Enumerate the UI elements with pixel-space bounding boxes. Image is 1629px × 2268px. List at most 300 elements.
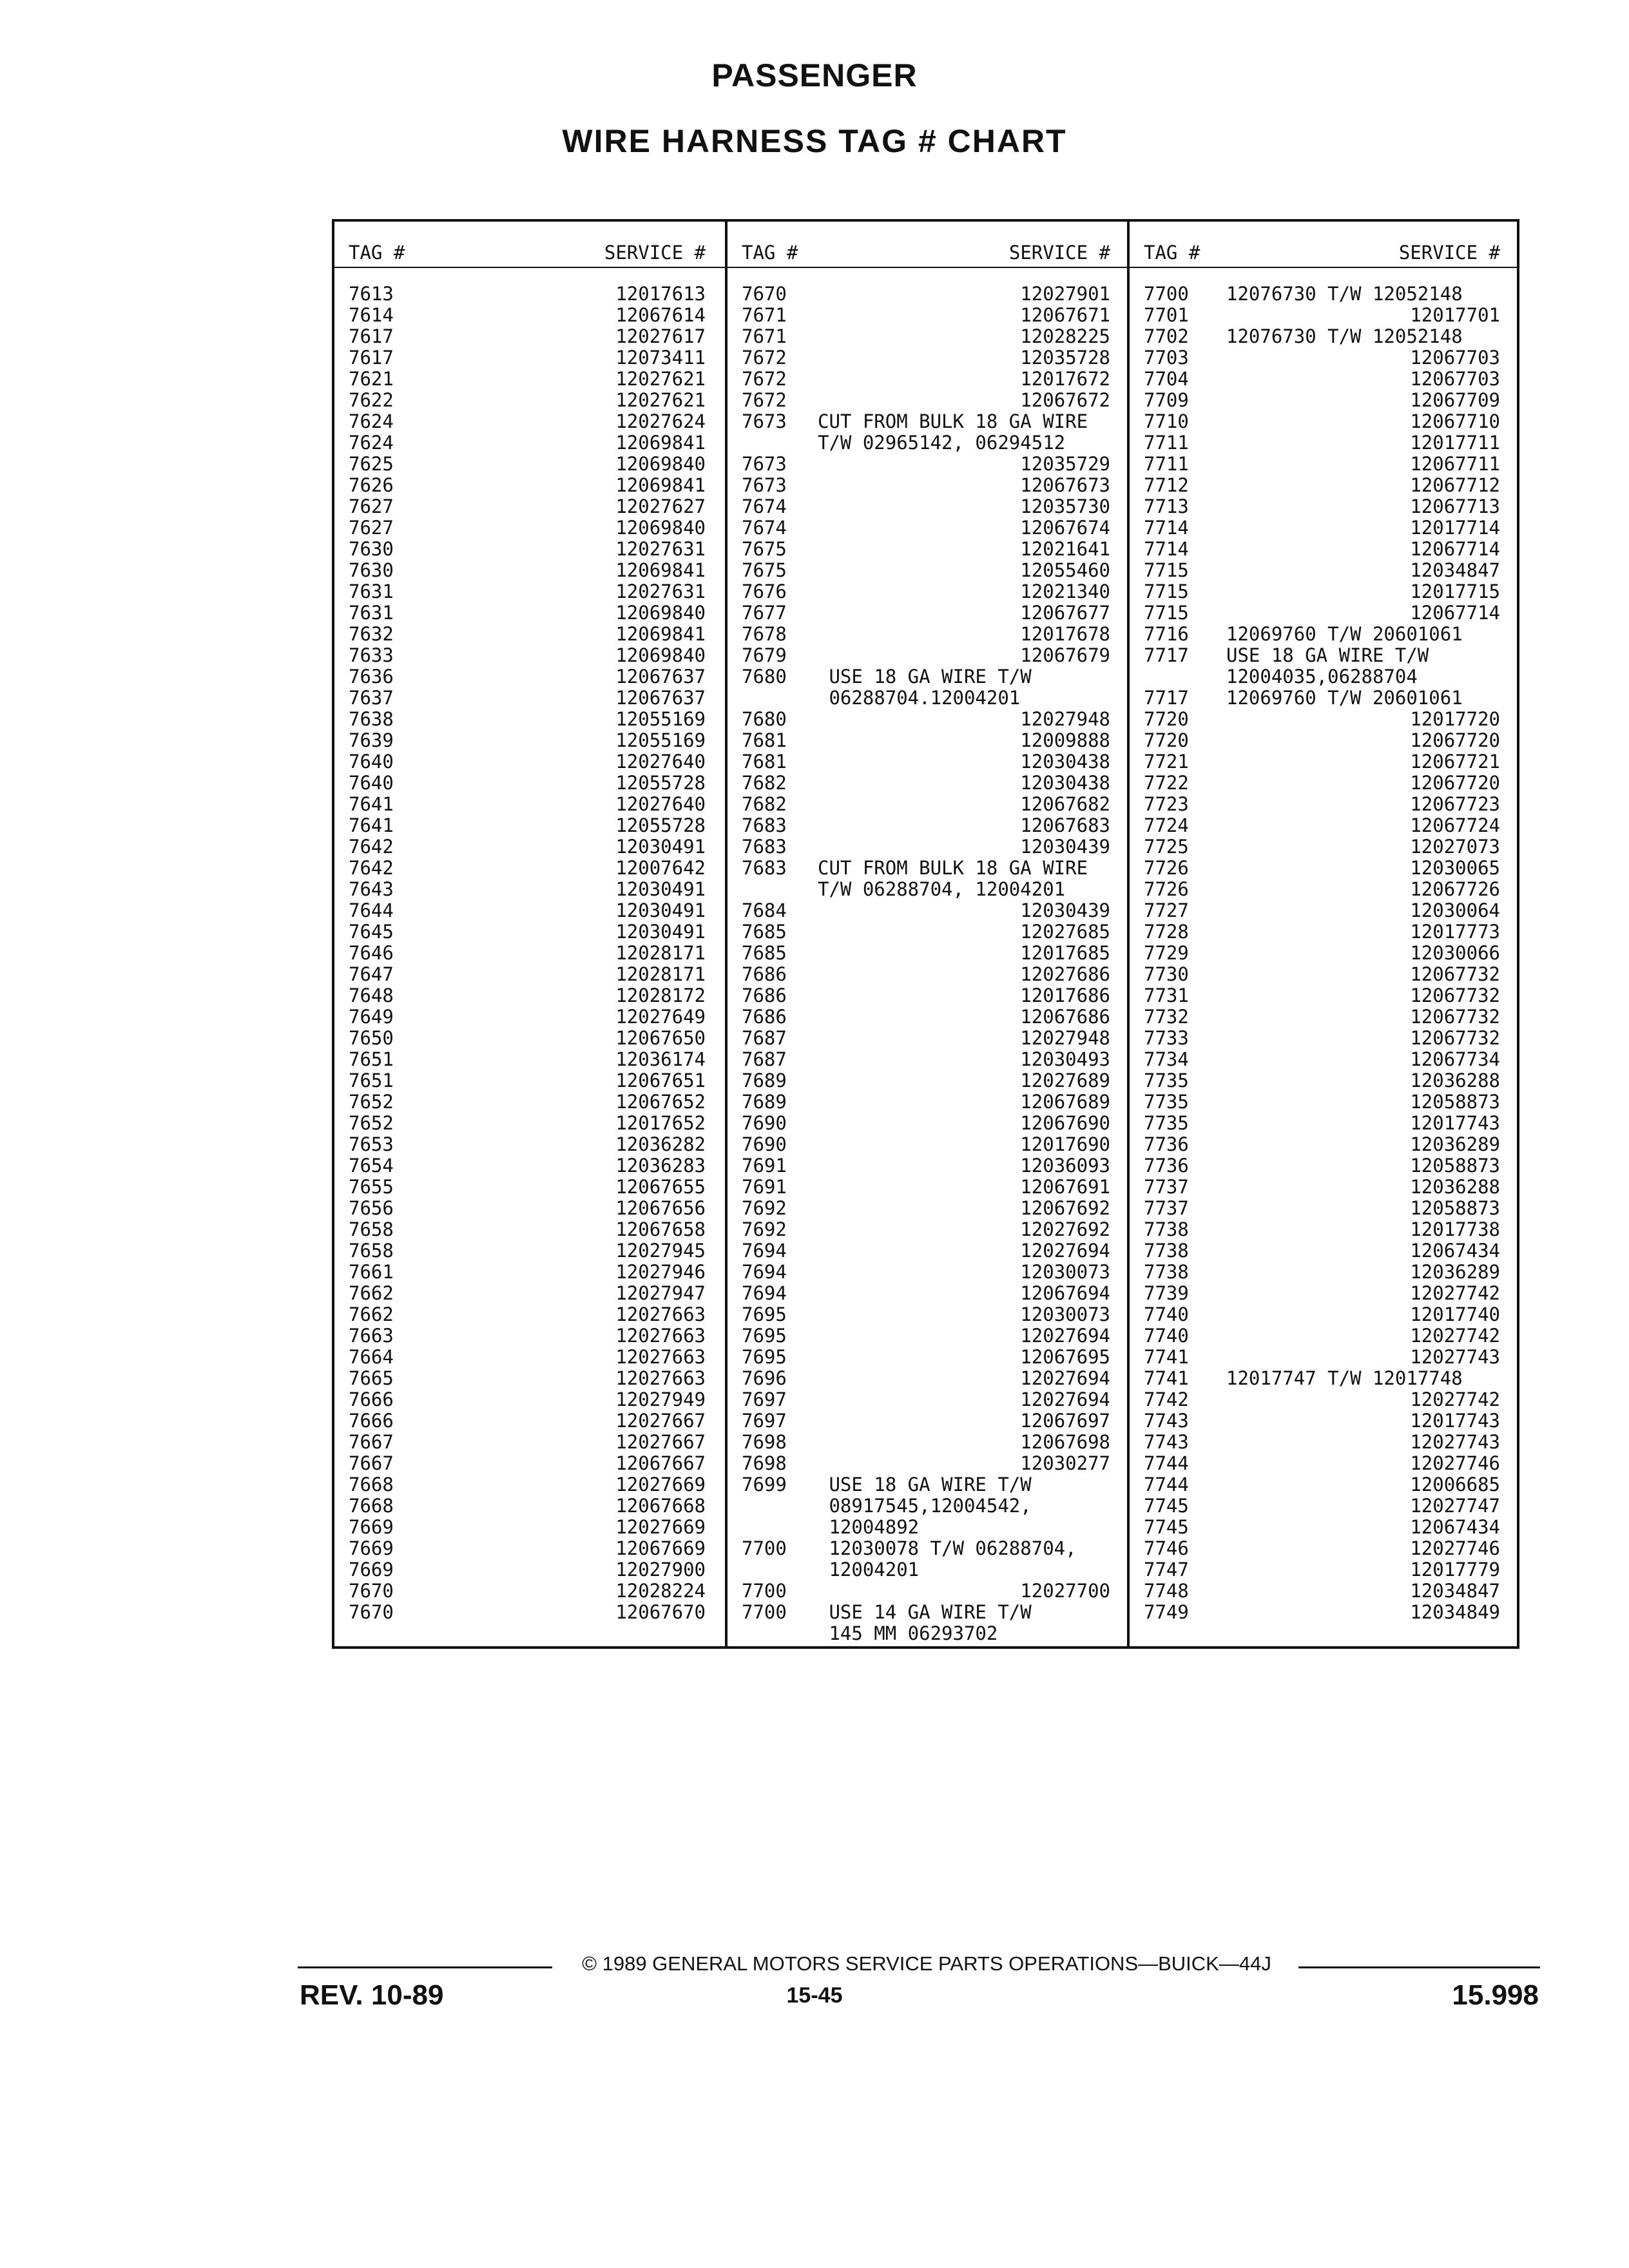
tag-cell: 7742: [1144, 1389, 1189, 1410]
service-header: SERVICE #: [1398, 242, 1500, 264]
table-row: [1130, 900, 1519, 921]
table-row: [728, 1113, 1130, 1134]
table-row: [728, 1410, 1130, 1432]
table-row: [1130, 1389, 1519, 1410]
service-cell: 12067713: [1410, 495, 1500, 517]
service-cell: 12067650: [615, 1027, 706, 1049]
table-row: [728, 1155, 1130, 1177]
table-row: [334, 1368, 725, 1389]
table-row: [334, 369, 725, 390]
table-row: [1130, 560, 1519, 581]
column-header: [728, 238, 1130, 268]
service-cell: 12028171: [615, 942, 706, 964]
table-row: [1130, 1538, 1519, 1559]
table-row: [728, 815, 1130, 836]
service-cell: 12017740: [1410, 1303, 1500, 1325]
service-cell: 12067726: [1410, 878, 1500, 900]
service-cell: 12067732: [1410, 985, 1500, 1006]
tag-cell: 7667: [349, 1431, 394, 1453]
service-cell: 12067691: [1020, 1176, 1110, 1198]
table-row: [1130, 454, 1519, 475]
service-cell: 12027686: [1020, 963, 1110, 985]
table-row: [728, 581, 1130, 602]
tag-cell: 7672: [742, 368, 787, 390]
table-row: [1130, 1091, 1519, 1113]
table-row: [334, 666, 725, 687]
note-cell: 12030078 T/W 06288704,: [818, 1537, 1077, 1559]
tag-cell: 7736: [1144, 1155, 1189, 1177]
tag-cell: 7738: [1144, 1240, 1189, 1262]
service-cell: 12017720: [1410, 708, 1500, 730]
tag-cell: 7658: [349, 1218, 394, 1240]
service-cell: 12034847: [1410, 1580, 1500, 1602]
service-cell: 12067714: [1410, 538, 1500, 560]
tag-cell: 7652: [349, 1091, 394, 1113]
service-cell: 12055728: [615, 772, 706, 794]
table-column-1: [334, 219, 725, 1646]
service-cell: 12027948: [1020, 708, 1110, 730]
service-cell: 12067667: [615, 1452, 706, 1474]
service-cell: 12067734: [1410, 1048, 1500, 1070]
service-cell: 12067686: [1020, 1006, 1110, 1028]
tag-cell: 7691: [742, 1155, 787, 1177]
service-cell: 12036289: [1410, 1133, 1500, 1155]
tag-cell: 7747: [1144, 1559, 1189, 1581]
service-cell: 12017701: [1410, 304, 1500, 326]
service-cell: 12030439: [1020, 836, 1110, 858]
note-cell: CUT FROM BULK 18 GA WIRE: [818, 410, 1088, 432]
tag-cell: 7695: [742, 1346, 787, 1368]
table-row: [334, 1325, 725, 1347]
table-row: [334, 1177, 725, 1198]
tag-cell: 7671: [742, 304, 787, 326]
note-cell: 12069760 T/W 20601061: [1226, 687, 1463, 709]
table-row: [728, 1219, 1130, 1240]
service-cell: 12067711: [1410, 453, 1500, 475]
table-row: [1130, 390, 1519, 411]
tag-cell: 7681: [742, 729, 787, 751]
table-row: [1130, 879, 1519, 900]
service-cell: 12067651: [615, 1070, 706, 1091]
tag-cell: 7724: [1144, 814, 1189, 836]
table-row: [1130, 1262, 1519, 1283]
tag-cell: 7662: [349, 1282, 394, 1304]
table-row: [1130, 921, 1519, 943]
tag-cell: 7682: [742, 793, 787, 815]
service-cell: 12027746: [1410, 1452, 1500, 1474]
service-cell: 12027685: [1020, 921, 1110, 943]
tag-cell: 7687: [742, 1048, 787, 1070]
service-cell: 12027631: [615, 581, 706, 602]
service-cell: 12027663: [615, 1367, 706, 1389]
table-row: [728, 1028, 1130, 1049]
table-row: [1130, 1347, 1519, 1368]
service-cell: 12017672: [1020, 368, 1110, 390]
service-cell: 12027694: [1020, 1240, 1110, 1262]
table-row: [728, 1474, 1130, 1495]
table-row: [334, 284, 725, 305]
tag-cell: 7714: [1144, 538, 1189, 560]
service-cell: 12027949: [615, 1389, 706, 1410]
table-row: [334, 475, 725, 496]
tag-cell: 7691: [742, 1176, 787, 1198]
tag-cell: 7740: [1144, 1325, 1189, 1347]
table-row: [334, 411, 725, 432]
table-row: [1130, 1495, 1519, 1517]
table-row: [334, 773, 725, 794]
table-row: [728, 730, 1130, 751]
column-rows: [1130, 284, 1519, 1623]
table-row: [334, 1495, 725, 1517]
tag-cell: 7636: [349, 666, 394, 687]
tag-header: TAG #: [1144, 242, 1200, 264]
column-header: [1130, 238, 1519, 268]
tag-cell: 7680: [742, 666, 787, 687]
service-cell: 12069841: [615, 432, 706, 454]
service-cell: 12027667: [615, 1410, 706, 1432]
tag-cell: 7722: [1144, 772, 1189, 794]
service-cell: 12017779: [1410, 1559, 1500, 1581]
tag-cell: 7672: [742, 389, 787, 411]
tag-cell: 7687: [742, 1027, 787, 1049]
service-cell: 12036288: [1410, 1070, 1500, 1091]
tag-cell: 7695: [742, 1303, 787, 1325]
table-row: [1130, 1432, 1519, 1453]
service-cell: 12027694: [1020, 1325, 1110, 1347]
service-cell: 12069841: [615, 559, 706, 581]
section-number: 15.998: [1452, 1979, 1539, 2011]
table-row: [1130, 1410, 1519, 1432]
tag-cell: 7735: [1144, 1112, 1189, 1134]
tag-cell: 7710: [1144, 410, 1189, 432]
table-row: [334, 687, 725, 709]
tag-cell: 7730: [1144, 963, 1189, 985]
tag-cell: 7690: [742, 1133, 787, 1155]
service-cell: 12030066: [1410, 942, 1500, 964]
table-row: [728, 496, 1130, 517]
tag-cell: 7717: [1144, 687, 1189, 709]
tag-cell: 7621: [349, 368, 394, 390]
table-row: [1130, 751, 1519, 773]
tag-cell: 7642: [349, 836, 394, 858]
table-row: [1130, 1006, 1519, 1028]
column-rows: [334, 284, 725, 1623]
service-cell: 12035730: [1020, 495, 1110, 517]
tag-cell: 7692: [742, 1218, 787, 1240]
service-cell: 12027742: [1410, 1282, 1500, 1304]
tag-cell: 7668: [349, 1474, 394, 1495]
tag-cell: 7624: [349, 410, 394, 432]
tag-cell: 7683: [742, 857, 787, 879]
note-cell: T/W 02965142, 06294512: [818, 432, 1066, 454]
note-cell: 12076730 T/W 12052148: [1226, 325, 1463, 347]
table-row: [728, 1347, 1130, 1368]
tag-cell: 7673: [742, 453, 787, 475]
table-row: [1130, 1155, 1519, 1177]
table-row: [1130, 1028, 1519, 1049]
tag-header: TAG #: [349, 242, 405, 264]
service-cell: 12027900: [615, 1559, 706, 1581]
tag-cell: 7695: [742, 1325, 787, 1347]
tag-cell: 7685: [742, 921, 787, 943]
tag-cell: 7683: [742, 814, 787, 836]
table-row: [1130, 496, 1519, 517]
table-row: [728, 411, 1130, 432]
tag-cell: 7732: [1144, 1006, 1189, 1028]
table-row: [728, 517, 1130, 539]
tag-cell: 7694: [742, 1261, 787, 1283]
table-row: [334, 1517, 725, 1538]
note-cell: 12069760 T/W 20601061: [1226, 623, 1463, 645]
tag-cell: 7728: [1144, 921, 1189, 943]
tag-cell: 7679: [742, 644, 787, 666]
service-cell: 12036288: [1410, 1176, 1500, 1198]
service-cell: 12067692: [1020, 1197, 1110, 1219]
service-cell: 12036283: [615, 1155, 706, 1177]
table-row: [334, 1262, 725, 1283]
table-row: [1130, 1517, 1519, 1538]
note-cell: 08917545,12004542,: [818, 1495, 1032, 1517]
tag-cell: 7622: [349, 389, 394, 411]
table-row: [728, 1389, 1130, 1410]
table-row: [728, 1070, 1130, 1091]
table-row: [1130, 1134, 1519, 1155]
service-header: SERVICE #: [1008, 242, 1110, 264]
tag-cell: 7643: [349, 878, 394, 900]
table-row: [728, 1368, 1130, 1389]
tag-cell: 7699: [742, 1474, 787, 1495]
service-cell: 12067637: [615, 666, 706, 687]
service-cell: 12035728: [1020, 347, 1110, 369]
table-row: [334, 1240, 725, 1262]
table-row: [728, 858, 1130, 879]
table-row: [334, 305, 725, 326]
page-title-line2: WIRE HARNESS TAG # CHART: [562, 123, 1067, 159]
service-cell: 12067672: [1020, 389, 1110, 411]
tag-cell: 7740: [1144, 1303, 1189, 1325]
table-row: [1130, 1219, 1519, 1240]
tag-cell: 7714: [1144, 517, 1189, 539]
tag-cell: 7692: [742, 1197, 787, 1219]
tag-cell: 7726: [1144, 878, 1189, 900]
service-cell: 12067697: [1020, 1410, 1110, 1432]
service-cell: 12069840: [615, 602, 706, 624]
tag-cell: 7739: [1144, 1282, 1189, 1304]
service-cell: 12027669: [615, 1474, 706, 1495]
service-cell: 12027669: [615, 1516, 706, 1538]
table-row: [1130, 369, 1519, 390]
service-cell: 12067670: [615, 1601, 706, 1623]
table-row: [334, 1474, 725, 1495]
service-cell: 12067434: [1410, 1240, 1500, 1262]
table-row: [728, 751, 1130, 773]
tag-cell: 7668: [349, 1495, 394, 1517]
table-row: [728, 1325, 1130, 1347]
tag-cell: 7733: [1144, 1027, 1189, 1049]
table-row: [728, 1559, 1130, 1581]
column-header: [334, 238, 725, 268]
service-cell: 12027692: [1020, 1218, 1110, 1240]
table-row: [334, 496, 725, 517]
table-row: [1130, 411, 1519, 432]
tag-cell: 7632: [349, 623, 394, 645]
tag-cell: 7716: [1144, 623, 1189, 645]
note-cell: 12017747 T/W 12017748: [1226, 1367, 1463, 1389]
tag-cell: 7654: [349, 1155, 394, 1177]
service-cell: 12028171: [615, 963, 706, 985]
table-row: [334, 836, 725, 858]
service-cell: 12067671: [1020, 304, 1110, 326]
table-row: [334, 1602, 725, 1623]
service-cell: 12027746: [1410, 1537, 1500, 1559]
service-cell: 12067709: [1410, 389, 1500, 411]
service-cell: 12017743: [1410, 1410, 1500, 1432]
table-row: [334, 900, 725, 921]
tag-cell: 7715: [1144, 559, 1189, 581]
tag-cell: 7614: [349, 304, 394, 326]
service-cell: 12067655: [615, 1176, 706, 1198]
table-row: [1130, 581, 1519, 602]
service-cell: 12069840: [615, 453, 706, 475]
tag-cell: 7745: [1144, 1495, 1189, 1517]
tag-cell: 7671: [742, 325, 787, 347]
service-cell: 12067732: [1410, 963, 1500, 985]
table-row: [728, 454, 1130, 475]
table-row: [334, 581, 725, 602]
service-cell: 12030438: [1020, 751, 1110, 773]
tag-cell: 7677: [742, 602, 787, 624]
table-row: [334, 1198, 725, 1219]
tag-cell: 7685: [742, 942, 787, 964]
service-cell: 12027627: [615, 495, 706, 517]
note-cell: 12076730 T/W 12052148: [1226, 283, 1463, 305]
table-row: [1130, 730, 1519, 751]
tag-cell: 7640: [349, 772, 394, 794]
table-row: [728, 1495, 1130, 1517]
tag-cell: 7642: [349, 857, 394, 879]
tag-cell: 7738: [1144, 1261, 1189, 1283]
service-cell: 12027743: [1410, 1431, 1500, 1453]
table-row: [334, 539, 725, 560]
tag-cell: 7680: [742, 708, 787, 730]
table-row: [334, 1006, 725, 1028]
table-row: [334, 709, 725, 730]
service-cell: 12067677: [1020, 602, 1110, 624]
service-cell: 12030493: [1020, 1048, 1110, 1070]
service-cell: 12067732: [1410, 1006, 1500, 1028]
note-cell: 12004892: [818, 1516, 920, 1538]
tag-cell: 7712: [1144, 474, 1189, 496]
service-cell: 12017715: [1410, 581, 1500, 602]
service-cell: 12067720: [1410, 772, 1500, 794]
column-rows: [728, 284, 1130, 1644]
table-row: [728, 624, 1130, 645]
table-row: [334, 517, 725, 539]
service-cell: 12067652: [615, 1091, 706, 1113]
tag-cell: 7701: [1144, 304, 1189, 326]
tag-cell: 7686: [742, 1006, 787, 1028]
table-row: [334, 1538, 725, 1559]
table-row: [1130, 943, 1519, 964]
service-cell: 12055169: [615, 708, 706, 730]
service-cell: 12017678: [1020, 623, 1110, 645]
service-cell: 12067683: [1020, 814, 1110, 836]
table-row: [334, 1155, 725, 1177]
service-cell: 12030073: [1020, 1261, 1110, 1283]
table-row: [728, 1581, 1130, 1602]
service-cell: 12067694: [1020, 1282, 1110, 1304]
table-row: [728, 1517, 1130, 1538]
service-cell: 12007642: [615, 857, 706, 879]
service-cell: 12069840: [615, 644, 706, 666]
table-row: [728, 1240, 1130, 1262]
tag-cell: 7683: [742, 836, 787, 858]
tag-cell: 7741: [1144, 1367, 1189, 1389]
tag-cell: 7735: [1144, 1091, 1189, 1113]
tag-cell: 7648: [349, 985, 394, 1006]
table-row: [1130, 645, 1519, 666]
service-cell: 12058873: [1410, 1091, 1500, 1113]
service-cell: 12017738: [1410, 1218, 1500, 1240]
tag-cell: 7727: [1144, 899, 1189, 921]
table-row: [334, 794, 725, 815]
service-cell: 12067690: [1020, 1112, 1110, 1134]
table-row: [334, 985, 725, 1006]
table-row: [334, 1049, 725, 1070]
tag-cell: 7743: [1144, 1431, 1189, 1453]
tag-cell: 7684: [742, 899, 787, 921]
tag-cell: 7726: [1144, 857, 1189, 879]
service-cell: 12067658: [615, 1218, 706, 1240]
tag-cell: 7700: [742, 1537, 787, 1559]
service-cell: 12058873: [1410, 1197, 1500, 1219]
tag-cell: 7673: [742, 474, 787, 496]
service-cell: 12067720: [1410, 729, 1500, 751]
table-row: [1130, 794, 1519, 815]
service-cell: 12017686: [1020, 985, 1110, 1006]
table-row: [334, 560, 725, 581]
service-cell: 12067673: [1020, 474, 1110, 496]
tag-cell: 7676: [742, 581, 787, 602]
table-row: [728, 900, 1130, 921]
table-row: [334, 432, 725, 454]
service-cell: 12030073: [1020, 1303, 1110, 1325]
tag-cell: 7651: [349, 1048, 394, 1070]
table-row: [1130, 539, 1519, 560]
tag-cell: 7686: [742, 963, 787, 985]
table-row: [334, 943, 725, 964]
table-row: [1130, 1368, 1519, 1389]
service-cell: 12027700: [1020, 1580, 1110, 1602]
table-row: [334, 964, 725, 985]
tag-chart-table: [332, 219, 1519, 1649]
table-row: [1130, 1240, 1519, 1262]
tag-cell: 7631: [349, 581, 394, 602]
service-cell: 12027621: [615, 368, 706, 390]
tag-cell: 7653: [349, 1133, 394, 1155]
tag-cell: 7720: [1144, 729, 1189, 751]
footer-rule-right: [1298, 1966, 1540, 1968]
table-row: [334, 1559, 725, 1581]
table-row: [728, 1262, 1130, 1283]
tag-cell: 7690: [742, 1112, 787, 1134]
service-cell: 12027621: [615, 389, 706, 411]
table-row: [334, 1410, 725, 1432]
tag-cell: 7624: [349, 432, 394, 454]
tag-cell: 7645: [349, 921, 394, 943]
service-cell: 12027689: [1020, 1070, 1110, 1091]
tag-cell: 7641: [349, 814, 394, 836]
